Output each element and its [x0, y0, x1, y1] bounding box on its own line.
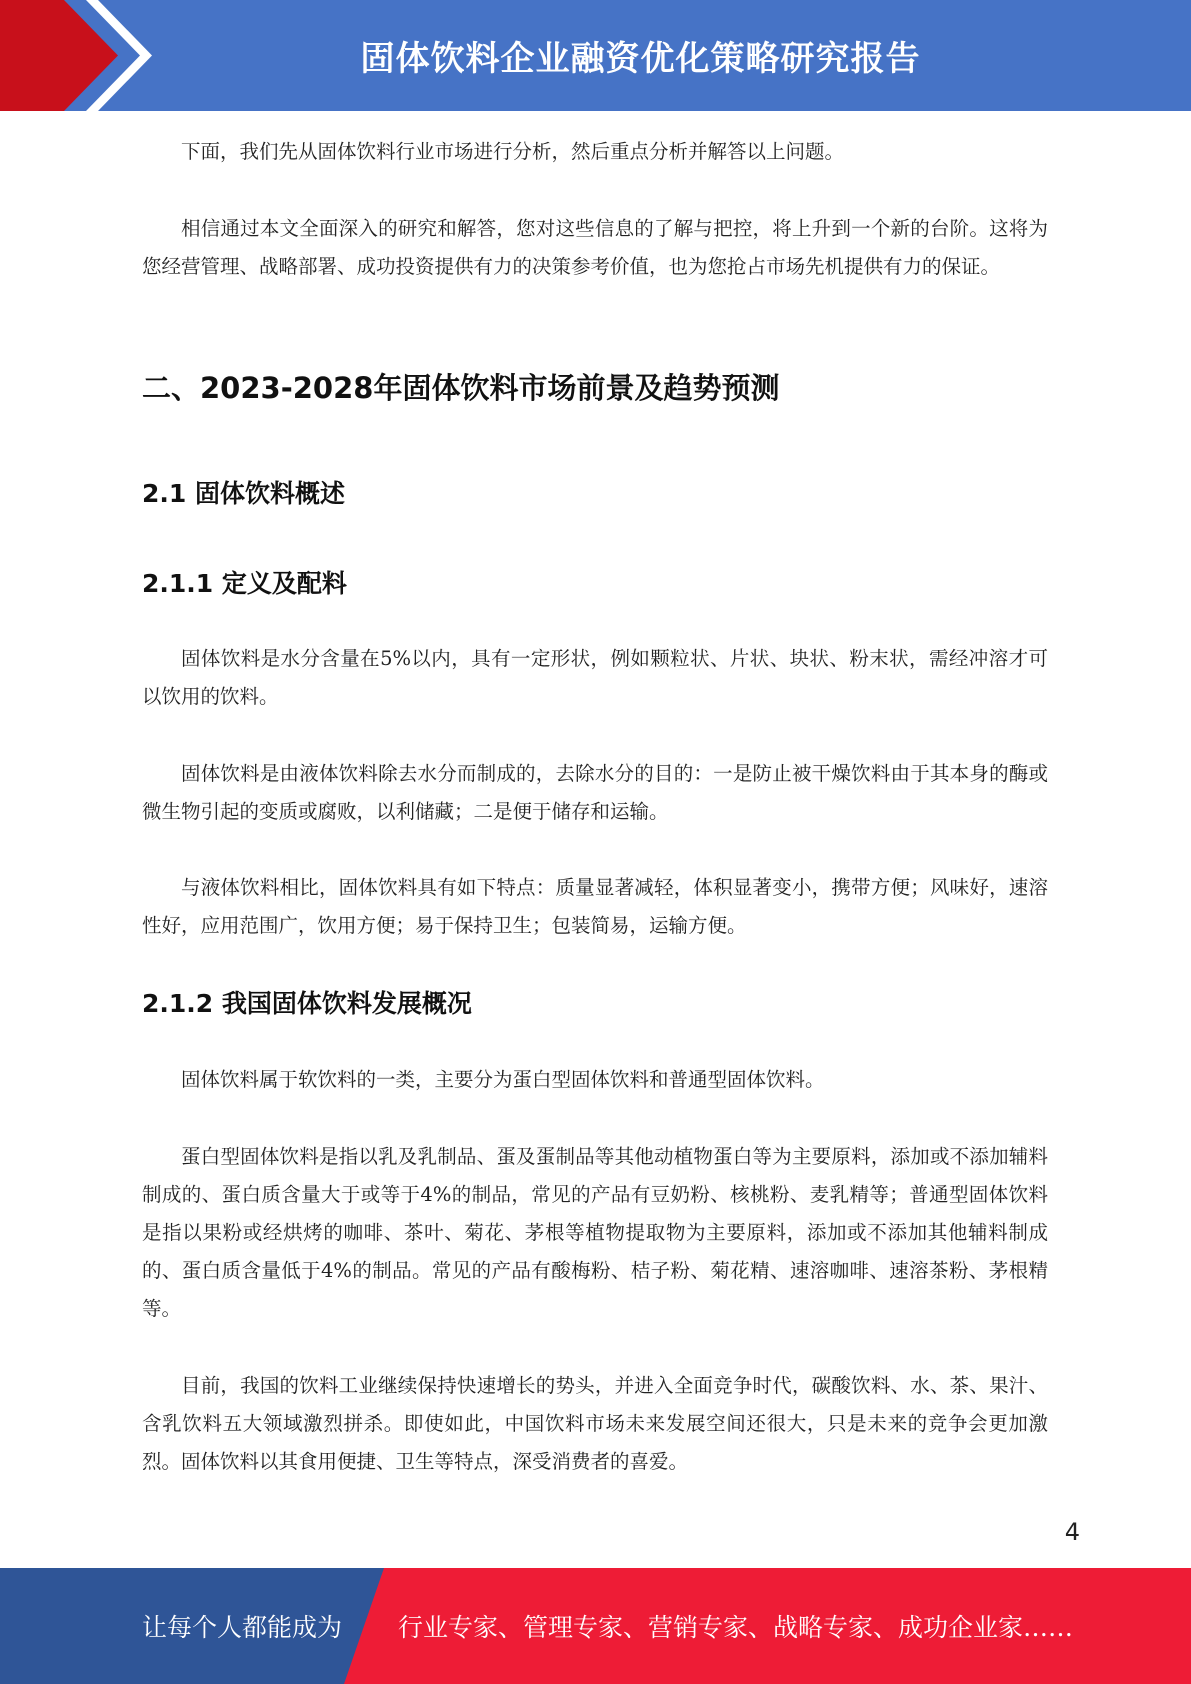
page-header-band — [0, 0, 1191, 111]
development-paragraph-1: 固体饮料属于软饮料的一类，主要分为蛋白型固体饮料和普通型固体饮料。 — [181, 1068, 825, 1091]
definition-paragraph-1: 固体饮料是水分含量在5%以内，具有一定形状，例如颗粒状、片状、块状、粉末状，需经冲溶才可以饮用的饮料。 — [142, 647, 1048, 708]
subsection-heading: 2.1 固体饮料概述 — [142, 479, 345, 508]
definition-paragraph-3: 与液体饮料相比，固体饮料具有如下特点：质量显著减轻，体积显著变小，携带方便；风味好，速溶性好，应用范围广，饮用方便；易于保持卫生；包装简易，运输方便。 — [142, 876, 1048, 937]
definition-paragraph-2: 固体饮料是由液体饮料除去水分而制成的，去除水分的目的：一是防止被干燥饮料由于其本身的酶或微生物引起的变质或腐败，以利储藏；二是便于储存和运输。 — [142, 762, 1048, 823]
intro-paragraph-2: 相信通过本文全面深入的研究和解答，您对这些信息的了解与把控，将上升到一个新的台阶。这将为您经营管理、战略部署、成功投资提供有力的决策参考价值，也为您抢占市场先机提供有力的保证。 — [142, 217, 1048, 278]
footer-slogan-right: 行业专家、管理专家、营销专家、战略专家、成功企业家…… — [398, 1613, 1074, 1642]
page-number: 4 — [1064, 1518, 1080, 1546]
chevron-arrow-icon — [0, 0, 160, 111]
development-paragraph-3: 目前，我国的饮料工业继续保持快速增长的势头，并进入全面竞争时代，碳酸饮料、水、茶、果汁、含乳饮料五大领域激烈拼杀。即使如此，中国饮料市场未来发展空间还很大，只是未来的竞争会更加激烈。固体饮料以其食用便捷、卫生等特点，深受消费者的喜爱。 — [142, 1374, 1048, 1473]
sub-subsection-heading-1: 2.1.1 定义及配料 — [142, 569, 347, 598]
report-title: 固体饮料企业融资优化策略研究报告 — [360, 39, 921, 79]
footer-slogan-left: 让每个人都能成为 — [142, 1613, 343, 1642]
development-paragraph-2: 蛋白型固体饮料是指以乳及乳制品、蛋及蛋制品等其他动植物蛋白等为主要原料，添加或不添加辅料制成的、蛋白质含量大于或等于4%的制品，常见的产品有豆奶粉、核桃粉、麦乳精等；普通型固体饮料是指以果粉或经烘烤的咖啡、茶叶、菊花、茅根等植物提取物为主要原料，添加或不添加其他辅料制成的、蛋白质含量低于4%的制品。常见的产品有酸梅粉、桔子粉、菊花精、速溶咖啡、速溶茶粉、茅根精等。 — [142, 1145, 1048, 1320]
sub-subsection-heading-2: 2.1.2 我国固体饮料发展概况 — [142, 989, 472, 1018]
page-footer-band — [0, 1568, 1191, 1684]
section-heading: 二、2023-2028年固体饮料市场前景及趋势预测 — [142, 371, 780, 405]
intro-paragraph-1: 下面，我们先从固体饮料行业市场进行分析，然后重点分析并解答以上问题。 — [181, 140, 845, 163]
